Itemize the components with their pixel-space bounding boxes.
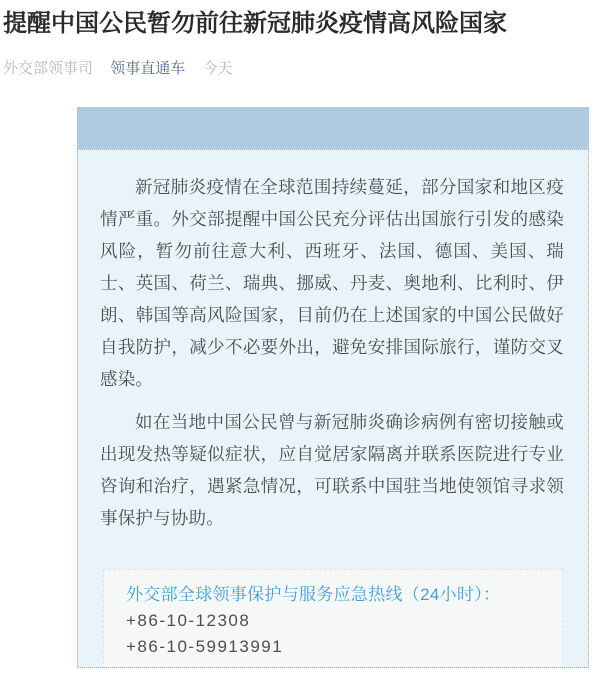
account-link[interactable]: 领事直通车 [110,60,186,77]
article-title: 提醒中国公民暂勿前往新冠肺炎疫情高风险国家 [3,10,507,37]
notice-paragraph-1: 新冠肺炎疫情在全球范围持续蔓延，部分国家和地区疫情严重。外交部提醒中国公民充分评估出国旅行引发的感染风险，暂勿前往意大利、西班牙、法国、德国、美国、瑞士、英国、荷兰、瑞典、挪威、丹麦、奥地利、比利时、伊朗、韩国等高风险国家，目前仍在上述国家的中国公民做好自我防护，减少不必要外出，避免安排国际旅行，谨防交叉感染。 [100,177,564,389]
hotline-number-2: +86-10-59913991 [126,637,284,656]
hotline-card [103,569,563,668]
hotline-number-1: +86-10-12308 [126,611,251,630]
publish-time: 今天 [202,60,233,77]
notice-section [77,107,589,668]
notice-card [77,149,589,668]
byline [0,39,600,77]
hotline-title: 外交部全球领事保护与服务应急热线（24小时）： [126,585,501,604]
author-name: 外交部领事司 [3,60,94,77]
notice-paragraph-2: 如在当地中国公民曾与新冠肺炎确诊病例有密切接触或出现发热等疑似症状，应自觉居家隔离并联系医院进行专业咨询和治疗，遇紧急情况，可联系中国驻当地使领馆寻求领事保护与协助。 [100,412,564,528]
